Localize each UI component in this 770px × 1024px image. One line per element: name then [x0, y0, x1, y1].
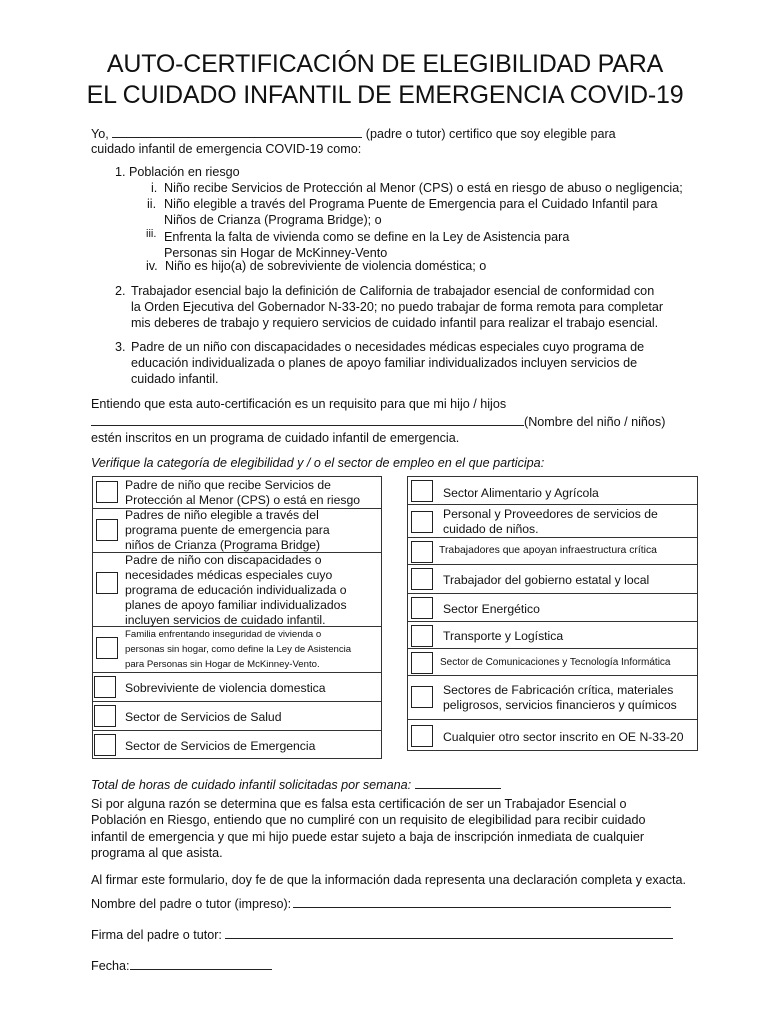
understand-line-3: estén inscritos en un programa de cuidado infantil de emergencia.: [91, 431, 460, 445]
item-3-line: cuidado infantil.: [131, 372, 219, 386]
category-label: programa de educación individualizada o: [125, 583, 347, 597]
checkbox-childcare[interactable]: [411, 511, 433, 533]
sector-label: Personal y Proveedores de servicios de: [443, 507, 658, 521]
item-1-sub-iii-num: iii.: [146, 228, 157, 240]
attest-statement: Al firmar este formulario, doy fe de que la información dada representa una declaración completa y exacta.: [91, 873, 687, 887]
total-hours-row: [91, 776, 501, 793]
sector-row-infrastructure: [407, 537, 698, 565]
category-label: Padre de niño que recibe Servicios de: [125, 478, 331, 492]
item-2-line: la Orden Ejecutiva del Gobernador N-33-20; no puedo trabajar de forma remota para completar: [131, 300, 664, 314]
date-row: [91, 957, 272, 974]
falsehood-line: Si por alguna razón se determina que es falsa esta certificación de ser un Trabajador Esencial o: [91, 797, 627, 811]
checkbox-manufacturing[interactable]: [411, 686, 433, 708]
sector-label: Trabajadores que apoyan infraestructura crítica: [439, 545, 657, 556]
category-row-bridge: [92, 508, 382, 553]
falsehood-line: infantil de emergencia y que mi hijo puede estar sujeto a baja de inscripción inmediata de cualquier: [91, 830, 645, 844]
item-1-sub-ii-num: ii.: [147, 197, 157, 211]
category-label: Sector de Servicios de Emergencia: [125, 739, 316, 753]
category-label: personas sin hogar, como define la Ley de Asistencia: [125, 644, 352, 655]
category-row-health: [92, 701, 382, 731]
item-2-num: 2.: [115, 284, 126, 298]
category-label: incluyen servicios de cuidado infantil.: [125, 613, 326, 627]
category-label: Sector de Servicios de Salud: [125, 710, 282, 724]
form-title-line-1: AUTO-CERTIFICACIÓN DE ELEGIBILIDAD PARA: [106, 50, 664, 78]
sector-label: Trabajador del gobierno estatal y local: [443, 573, 650, 587]
category-label: para Personas sin Hogar de McKinney-Vento.: [125, 659, 320, 670]
checkbox-disabilities[interactable]: [96, 572, 118, 594]
category-label: Padre de niño con discapacidades o: [125, 553, 322, 567]
checkbox-energy[interactable]: [411, 597, 433, 619]
understand-line-1: Entiendo que esta auto-certificación es un requisito para que mi hijo / hijos: [91, 397, 507, 411]
sector-row-energy: [407, 593, 698, 622]
signature-row: [91, 926, 673, 943]
checkbox-cps[interactable]: [96, 481, 118, 503]
verify-heading: Verifique la categoría de elegibilidad y / o el sector de empleo en el que participa:: [91, 456, 545, 470]
checkbox-emergency[interactable]: [94, 734, 116, 756]
item-2-line: Trabajador esencial bajo la definición de California de trabajador esencial de conformidad con: [131, 284, 655, 298]
checkbox-homeless[interactable]: [96, 637, 118, 659]
item-3-line: Padre de un niño con discapacidades o necesidades médicas especiales cuyo programa de: [131, 340, 645, 354]
item-1-sub-iv-num: iv.: [146, 259, 158, 273]
item-1-sub-iv-line: Niño es hijo(a) de sobreviviente de violencia doméstica; o: [165, 259, 487, 273]
checkbox-communications[interactable]: [411, 652, 433, 674]
item-1-sub-i-line: Niño recibe Servicios de Protección al Menor (CPS) o está en riesgo de abuso o negligencia;: [164, 181, 683, 195]
checkbox-bridge[interactable]: [96, 519, 118, 541]
category-label: planes de apoyo familiar individualizados: [125, 598, 347, 612]
checkbox-dv[interactable]: [94, 676, 116, 698]
sector-label: Sector Energético: [443, 602, 540, 616]
category-row-emergency: [92, 730, 382, 759]
sector-row-manufacturing: [407, 675, 698, 720]
category-label: Familia enfrentando inseguridad de vivienda o: [125, 629, 322, 640]
total-hours-field[interactable]: [415, 776, 501, 789]
sector-label: Sector Alimentario y Agrícola: [443, 486, 599, 500]
date-field[interactable]: [130, 957, 272, 970]
sector-label: Sector de Comunicaciones y Tecnología Informática: [440, 657, 671, 668]
category-row-disabilities: [92, 552, 382, 627]
category-label: Protección al Menor (CPS) o está en riesgo: [125, 493, 361, 507]
child-name-field[interactable]: [91, 413, 524, 426]
item-2-line: mis deberes de trabajo y requiero servicios de cuidado infantil para realizar el trabajo esencial.: [131, 316, 659, 330]
item-1-sub-iii-line: Personas sin Hogar de McKinney-Vento: [164, 246, 388, 260]
item-3-num: 3.: [115, 340, 126, 354]
parent-name-field[interactable]: [112, 125, 362, 138]
intro-yo: Yo,: [91, 127, 109, 141]
checkbox-health[interactable]: [94, 705, 116, 727]
printed-name-label: Nombre del padre o tutor (impreso):: [91, 897, 292, 911]
falsehood-line: Población en Riesgo, entiendo que no cumpliré con un requisito de elegibilidad para recibir cuidado: [91, 813, 646, 827]
form-title-line-2: EL CUIDADO INFANTIL DE EMERGENCIA COVID-19: [86, 81, 684, 109]
item-1-sub-iii-line: Enfrenta la falta de vivienda como se define en la Ley de Asistencia para: [164, 230, 570, 244]
understand-line-2: [91, 413, 665, 430]
category-label: programa puente de emergencia para: [125, 523, 330, 537]
child-name-label: (Nombre del niño / niños): [524, 415, 666, 429]
sector-label: Sectores de Fabricación crítica, materiales: [443, 683, 674, 697]
intro-after-line: (padre o tutor) certifico que soy elegible para: [365, 127, 616, 141]
sector-label: peligrosos, servicios financieros y químicos: [443, 698, 677, 712]
intro-line-2: cuidado infantil de emergencia COVID-19 como:: [91, 142, 362, 156]
checkbox-other[interactable]: [411, 725, 433, 747]
falsehood-line: programa al que asista.: [91, 846, 223, 860]
sector-row-communications: [407, 648, 698, 676]
item-1-sub-i-num: i.: [151, 181, 158, 195]
printed-name-field[interactable]: [293, 895, 671, 908]
date-label: Fecha:: [91, 959, 130, 973]
sector-label: Cualquier otro sector inscrito en OE N-33-20: [443, 730, 684, 744]
sector-row-transport: [407, 621, 698, 649]
category-label: niños de Crianza (Programa Bridge): [125, 538, 321, 552]
sector-row-childcare: [407, 504, 698, 538]
sector-row-food: [407, 476, 698, 505]
category-label: Sobreviviente de violencia domestica: [125, 681, 326, 695]
category-row-cps: [92, 476, 382, 509]
sector-label: Transporte y Logística: [443, 629, 564, 643]
item-1-heading: 1. Población en riesgo: [115, 165, 240, 179]
checkbox-infrastructure[interactable]: [411, 541, 433, 563]
sector-label: cuidado de niños.: [443, 522, 539, 536]
checkbox-food[interactable]: [411, 480, 433, 502]
category-row-homeless: [92, 626, 382, 673]
signature-field[interactable]: [225, 926, 673, 939]
printed-name-row: [91, 895, 671, 912]
category-row-dv: [92, 672, 382, 702]
sector-row-other: [407, 719, 698, 751]
checkbox-government[interactable]: [411, 568, 433, 590]
total-hours-label: Total de horas de cuidado infantil solicitadas por semana:: [91, 778, 412, 792]
intro-line-1: [91, 125, 616, 142]
checkbox-transport[interactable]: [411, 625, 433, 647]
item-1-sub-ii-line: Niños de Crianza (Programa Bridge); o: [164, 213, 382, 227]
sector-row-government: [407, 564, 698, 594]
item-3-line: educación individualizada o planes de apoyo familiar individualizados incluyen servicios de: [131, 356, 638, 370]
item-1-sub-ii-line: Niño elegible a través del Programa Puente de Emergencia para el Cuidado Infantil para: [164, 197, 658, 211]
signature-label: Firma del padre o tutor:: [91, 928, 222, 942]
category-label: necesidades médicas especiales cuyo: [125, 568, 333, 582]
category-label: Padres de niño elegible a través del: [125, 508, 319, 522]
